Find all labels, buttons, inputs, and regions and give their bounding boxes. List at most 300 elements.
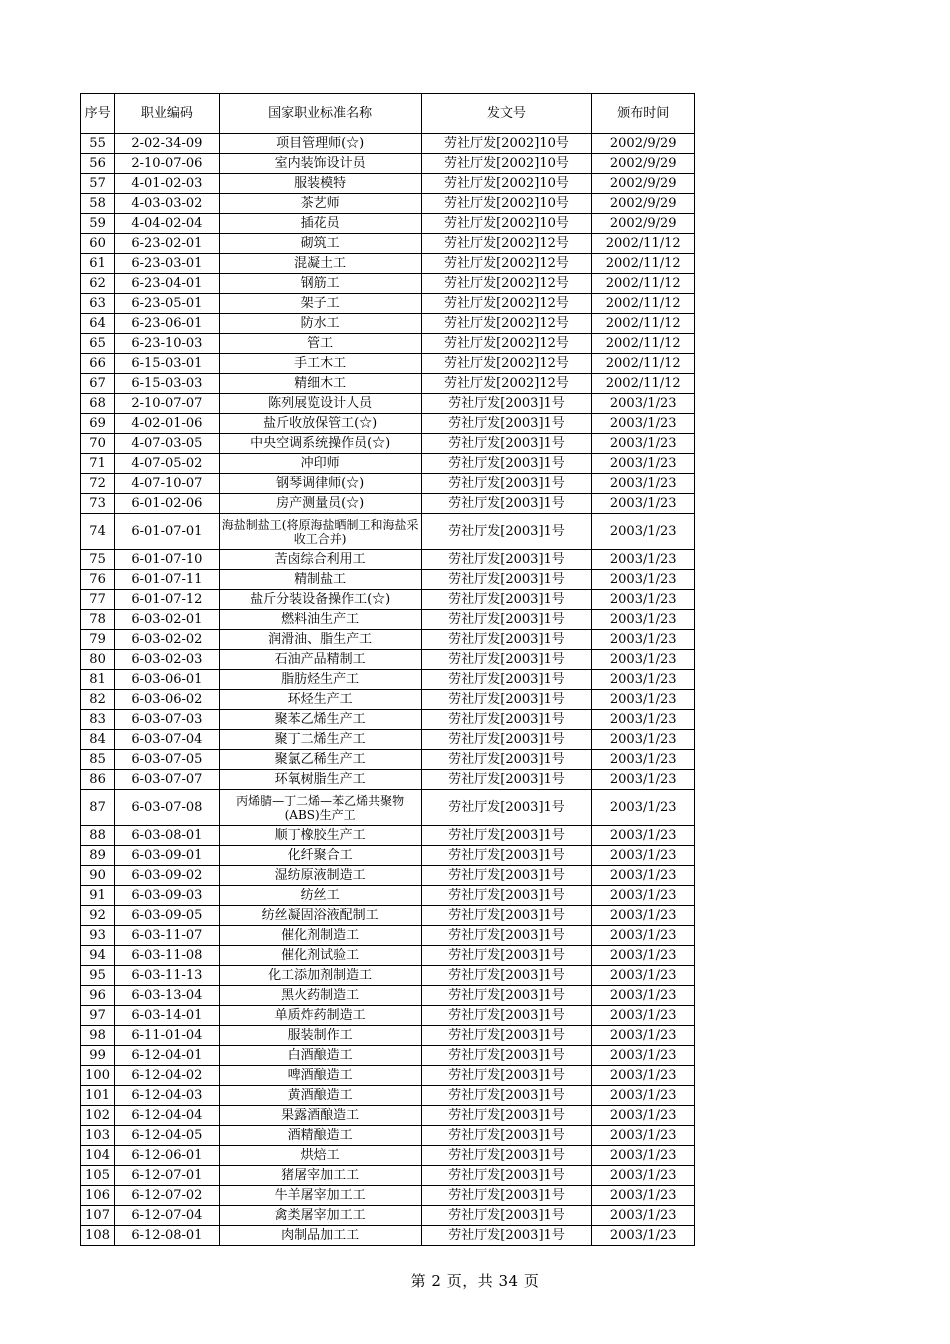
doc-number-cell: 劳社厅发[2002]12号 — [421, 274, 592, 294]
code-cell: 6-12-04-05 — [115, 1126, 220, 1146]
table-row — [81, 374, 695, 394]
seq-cell: 66 — [81, 354, 115, 374]
name-cell: 盐斤收放保管工(☆) — [219, 414, 421, 434]
header-code: 职业编码 — [115, 94, 220, 134]
name-cell: 湿纺原液制造工 — [219, 866, 421, 886]
date-cell: 2003/1/23 — [592, 826, 695, 846]
name-cell: 酒精酿造工 — [219, 1126, 421, 1146]
code-cell: 6-23-04-01 — [115, 274, 220, 294]
doc-number-cell: 劳社厅发[2003]1号 — [421, 434, 592, 454]
seq-cell: 87 — [81, 790, 115, 826]
date-cell: 2003/1/23 — [592, 610, 695, 630]
seq-cell: 102 — [81, 1106, 115, 1126]
seq-cell: 101 — [81, 1086, 115, 1106]
code-cell: 6-01-07-01 — [115, 514, 220, 550]
table-row — [81, 1026, 695, 1046]
seq-cell: 107 — [81, 1206, 115, 1226]
table-row — [81, 274, 695, 294]
seq-cell: 83 — [81, 710, 115, 730]
name-cell: 服装制作工 — [219, 1026, 421, 1046]
header-doc-number: 发文号 — [421, 94, 592, 134]
code-cell: 6-03-07-07 — [115, 770, 220, 790]
table-row — [81, 1066, 695, 1086]
seq-cell: 73 — [81, 494, 115, 514]
table-row — [81, 610, 695, 630]
code-cell: 6-12-06-01 — [115, 1146, 220, 1166]
table-row — [81, 1046, 695, 1066]
doc-number-cell: 劳社厅发[2003]1号 — [421, 826, 592, 846]
code-cell: 6-03-09-05 — [115, 906, 220, 926]
seq-cell: 76 — [81, 570, 115, 590]
table-row — [81, 1146, 695, 1166]
table-row — [81, 154, 695, 174]
date-cell: 2003/1/23 — [592, 1206, 695, 1226]
seq-cell: 70 — [81, 434, 115, 454]
code-cell: 6-03-09-03 — [115, 886, 220, 906]
date-cell: 2003/1/23 — [592, 414, 695, 434]
name-cell: 啤酒酿造工 — [219, 1066, 421, 1086]
doc-number-cell: 劳社厅发[2003]1号 — [421, 1126, 592, 1146]
table-row — [81, 494, 695, 514]
code-cell: 6-03-02-01 — [115, 610, 220, 630]
table-row — [81, 886, 695, 906]
date-cell: 2003/1/23 — [592, 790, 695, 826]
table-row — [81, 474, 695, 494]
date-cell: 2003/1/23 — [592, 550, 695, 570]
doc-number-cell: 劳社厅发[2002]12号 — [421, 354, 592, 374]
seq-cell: 104 — [81, 1146, 115, 1166]
doc-number-cell: 劳社厅发[2002]12号 — [421, 374, 592, 394]
table-row — [81, 926, 695, 946]
date-cell: 2003/1/23 — [592, 630, 695, 650]
date-cell: 2003/1/23 — [592, 730, 695, 750]
name-cell: 管工 — [219, 334, 421, 354]
name-cell: 项目管理师(☆) — [219, 134, 421, 154]
doc-number-cell: 劳社厅发[2003]1号 — [421, 886, 592, 906]
doc-number-cell: 劳社厅发[2002]12号 — [421, 334, 592, 354]
doc-number-cell: 劳社厅发[2003]1号 — [421, 690, 592, 710]
name-cell: 房产测量员(☆) — [219, 494, 421, 514]
name-cell: 盐斤分装设备操作工(☆) — [219, 590, 421, 610]
doc-number-cell: 劳社厅发[2003]1号 — [421, 1006, 592, 1026]
seq-cell: 91 — [81, 886, 115, 906]
code-cell: 6-01-07-11 — [115, 570, 220, 590]
seq-cell: 69 — [81, 414, 115, 434]
seq-cell: 80 — [81, 650, 115, 670]
code-cell: 6-03-07-04 — [115, 730, 220, 750]
name-cell: 石油产品精制工 — [219, 650, 421, 670]
name-cell: 精制盐工 — [219, 570, 421, 590]
code-cell: 2-10-07-06 — [115, 154, 220, 174]
seq-cell: 108 — [81, 1226, 115, 1246]
code-cell: 4-03-03-02 — [115, 194, 220, 214]
name-cell: 混凝土工 — [219, 254, 421, 274]
date-cell: 2003/1/23 — [592, 1146, 695, 1166]
doc-number-cell: 劳社厅发[2003]1号 — [421, 1086, 592, 1106]
name-cell: 单质炸药制造工 — [219, 1006, 421, 1026]
code-cell: 6-03-11-07 — [115, 926, 220, 946]
code-cell: 6-03-11-08 — [115, 946, 220, 966]
date-cell: 2003/1/23 — [592, 946, 695, 966]
date-cell: 2003/1/23 — [592, 394, 695, 414]
name-cell: 环氧树脂生产工 — [219, 770, 421, 790]
date-cell: 2003/1/23 — [592, 690, 695, 710]
table-row — [81, 730, 695, 750]
code-cell: 6-03-02-03 — [115, 650, 220, 670]
name-cell: 黑火药制造工 — [219, 986, 421, 1006]
doc-number-cell: 劳社厅发[2003]1号 — [421, 454, 592, 474]
code-cell: 6-03-14-01 — [115, 1006, 220, 1026]
code-cell: 6-03-07-03 — [115, 710, 220, 730]
occupation-standards-table — [80, 93, 695, 1246]
code-cell: 6-12-08-01 — [115, 1226, 220, 1246]
name-cell: 冲印师 — [219, 454, 421, 474]
date-cell: 2003/1/23 — [592, 866, 695, 886]
date-cell: 2002/9/29 — [592, 194, 695, 214]
table-row — [81, 966, 695, 986]
table-row — [81, 690, 695, 710]
table-row — [81, 1206, 695, 1226]
table-row — [81, 1006, 695, 1026]
table-row — [81, 134, 695, 154]
table-row — [81, 1126, 695, 1146]
name-cell: 聚苯乙烯生产工 — [219, 710, 421, 730]
code-cell: 6-03-13-04 — [115, 986, 220, 1006]
seq-cell: 105 — [81, 1166, 115, 1186]
code-cell: 6-12-04-01 — [115, 1046, 220, 1066]
code-cell: 6-03-06-02 — [115, 690, 220, 710]
code-cell: 6-23-06-01 — [115, 314, 220, 334]
table-row — [81, 650, 695, 670]
doc-number-cell: 劳社厅发[2003]1号 — [421, 550, 592, 570]
name-cell: 苦卤综合利用工 — [219, 550, 421, 570]
date-cell: 2003/1/23 — [592, 1046, 695, 1066]
date-cell: 2002/11/12 — [592, 274, 695, 294]
doc-number-cell: 劳社厅发[2003]1号 — [421, 730, 592, 750]
doc-number-cell: 劳社厅发[2002]12号 — [421, 254, 592, 274]
code-cell: 6-23-10-03 — [115, 334, 220, 354]
date-cell: 2003/1/23 — [592, 434, 695, 454]
seq-cell: 93 — [81, 926, 115, 946]
doc-number-cell: 劳社厅发[2003]1号 — [421, 710, 592, 730]
name-cell: 催化剂试验工 — [219, 946, 421, 966]
doc-number-cell: 劳社厅发[2002]12号 — [421, 314, 592, 334]
table-row — [81, 946, 695, 966]
code-cell: 6-12-04-02 — [115, 1066, 220, 1086]
table-row — [81, 1166, 695, 1186]
doc-number-cell: 劳社厅发[2003]1号 — [421, 1066, 592, 1086]
doc-number-cell: 劳社厅发[2002]12号 — [421, 294, 592, 314]
table-row — [81, 1106, 695, 1126]
name-cell: 海盐制盐工(将原海盐晒制工和海盐采收工合并) — [219, 514, 421, 550]
seq-cell: 95 — [81, 966, 115, 986]
doc-number-cell: 劳社厅发[2003]1号 — [421, 1046, 592, 1066]
seq-cell: 90 — [81, 866, 115, 886]
name-cell: 砌筑工 — [219, 234, 421, 254]
code-cell: 6-03-06-01 — [115, 670, 220, 690]
seq-cell: 85 — [81, 750, 115, 770]
doc-number-cell: 劳社厅发[2003]1号 — [421, 986, 592, 1006]
date-cell: 2003/1/23 — [592, 1186, 695, 1206]
table-row — [81, 334, 695, 354]
name-cell: 陈列展览设计人员 — [219, 394, 421, 414]
code-cell: 4-02-01-06 — [115, 414, 220, 434]
name-cell: 白酒酿造工 — [219, 1046, 421, 1066]
seq-cell: 74 — [81, 514, 115, 550]
doc-number-cell: 劳社厅发[2003]1号 — [421, 1166, 592, 1186]
name-cell: 钢筋工 — [219, 274, 421, 294]
doc-number-cell: 劳社厅发[2003]1号 — [421, 790, 592, 826]
code-cell: 6-12-04-03 — [115, 1086, 220, 1106]
doc-number-cell: 劳社厅发[2003]1号 — [421, 414, 592, 434]
code-cell: 6-03-09-01 — [115, 846, 220, 866]
doc-number-cell: 劳社厅发[2003]1号 — [421, 770, 592, 790]
doc-number-cell: 劳社厅发[2003]1号 — [421, 650, 592, 670]
date-cell: 2003/1/23 — [592, 886, 695, 906]
seq-cell: 97 — [81, 1006, 115, 1026]
name-cell: 猪屠宰加工工 — [219, 1166, 421, 1186]
date-cell: 2003/1/23 — [592, 1066, 695, 1086]
seq-cell: 55 — [81, 134, 115, 154]
name-cell: 服装模特 — [219, 174, 421, 194]
name-cell: 顺丁橡胶生产工 — [219, 826, 421, 846]
table-row — [81, 630, 695, 650]
doc-number-cell: 劳社厅发[2003]1号 — [421, 610, 592, 630]
name-cell: 纺丝工 — [219, 886, 421, 906]
name-cell: 手工木工 — [219, 354, 421, 374]
name-cell: 聚丁二烯生产工 — [219, 730, 421, 750]
code-cell: 6-03-07-05 — [115, 750, 220, 770]
seq-cell: 79 — [81, 630, 115, 650]
table-row — [81, 570, 695, 590]
seq-cell: 100 — [81, 1066, 115, 1086]
seq-cell: 77 — [81, 590, 115, 610]
seq-cell: 57 — [81, 174, 115, 194]
doc-number-cell: 劳社厅发[2003]1号 — [421, 570, 592, 590]
doc-number-cell: 劳社厅发[2003]1号 — [421, 1206, 592, 1226]
seq-cell: 88 — [81, 826, 115, 846]
date-cell: 2003/1/23 — [592, 966, 695, 986]
seq-cell: 82 — [81, 690, 115, 710]
name-cell: 黄酒酿造工 — [219, 1086, 421, 1106]
seq-cell: 78 — [81, 610, 115, 630]
date-cell: 2002/11/12 — [592, 334, 695, 354]
date-cell: 2002/11/12 — [592, 354, 695, 374]
date-cell: 2003/1/23 — [592, 750, 695, 770]
table-row — [81, 174, 695, 194]
seq-cell: 72 — [81, 474, 115, 494]
name-cell: 牛羊屠宰加工工 — [219, 1186, 421, 1206]
name-cell: 室内装饰设计员 — [219, 154, 421, 174]
seq-cell: 62 — [81, 274, 115, 294]
seq-cell: 86 — [81, 770, 115, 790]
name-cell: 烘焙工 — [219, 1146, 421, 1166]
table-row — [81, 1086, 695, 1106]
seq-cell: 106 — [81, 1186, 115, 1206]
table-row — [81, 590, 695, 610]
code-cell: 6-01-07-12 — [115, 590, 220, 610]
doc-number-cell: 劳社厅发[2003]1号 — [421, 966, 592, 986]
doc-number-cell: 劳社厅发[2003]1号 — [421, 1106, 592, 1126]
name-cell: 化工添加剂制造工 — [219, 966, 421, 986]
date-cell: 2003/1/23 — [592, 650, 695, 670]
name-cell: 聚氯乙稀生产工 — [219, 750, 421, 770]
name-cell: 纺丝凝固浴液配制工 — [219, 906, 421, 926]
seq-cell: 92 — [81, 906, 115, 926]
date-cell: 2003/1/23 — [592, 570, 695, 590]
doc-number-cell: 劳社厅发[2003]1号 — [421, 394, 592, 414]
table-row — [81, 906, 695, 926]
doc-number-cell: 劳社厅发[2002]10号 — [421, 194, 592, 214]
seq-cell: 71 — [81, 454, 115, 474]
name-cell: 脂肪烃生产工 — [219, 670, 421, 690]
seq-cell: 98 — [81, 1026, 115, 1046]
seq-cell: 81 — [81, 670, 115, 690]
date-cell: 2003/1/23 — [592, 590, 695, 610]
code-cell: 6-01-07-10 — [115, 550, 220, 570]
table-row — [81, 354, 695, 374]
date-cell: 2002/11/12 — [592, 254, 695, 274]
table-row — [81, 846, 695, 866]
doc-number-cell: 劳社厅发[2003]1号 — [421, 474, 592, 494]
table-row — [81, 1186, 695, 1206]
date-cell: 2003/1/23 — [592, 514, 695, 550]
seq-cell: 68 — [81, 394, 115, 414]
table-body — [81, 134, 695, 1246]
code-cell: 4-07-05-02 — [115, 454, 220, 474]
date-cell: 2002/11/12 — [592, 294, 695, 314]
name-cell: 禽类屠宰加工工 — [219, 1206, 421, 1226]
seq-cell: 64 — [81, 314, 115, 334]
table-row — [81, 454, 695, 474]
name-cell: 架子工 — [219, 294, 421, 314]
doc-number-cell: 劳社厅发[2002]10号 — [421, 174, 592, 194]
table-row — [81, 670, 695, 690]
seq-cell: 103 — [81, 1126, 115, 1146]
date-cell: 2003/1/23 — [592, 906, 695, 926]
doc-number-cell: 劳社厅发[2002]10号 — [421, 154, 592, 174]
name-cell: 插花员 — [219, 214, 421, 234]
doc-number-cell: 劳社厅发[2003]1号 — [421, 750, 592, 770]
date-cell: 2003/1/23 — [592, 1086, 695, 1106]
seq-cell: 60 — [81, 234, 115, 254]
code-cell: 6-03-08-01 — [115, 826, 220, 846]
doc-number-cell: 劳社厅发[2003]1号 — [421, 630, 592, 650]
seq-cell: 89 — [81, 846, 115, 866]
name-cell: 润滑油、脂生产工 — [219, 630, 421, 650]
date-cell: 2003/1/23 — [592, 1166, 695, 1186]
header-date: 颁布时间 — [592, 94, 695, 134]
code-cell: 6-03-07-08 — [115, 790, 220, 826]
name-cell: 精细木工 — [219, 374, 421, 394]
code-cell: 6-01-02-06 — [115, 494, 220, 514]
code-cell: 6-23-02-01 — [115, 234, 220, 254]
date-cell: 2003/1/23 — [592, 710, 695, 730]
seq-cell: 58 — [81, 194, 115, 214]
date-cell: 2002/11/12 — [592, 374, 695, 394]
code-cell: 2-10-07-07 — [115, 394, 220, 414]
table-row — [81, 710, 695, 730]
table-row — [81, 866, 695, 886]
doc-number-cell: 劳社厅发[2003]1号 — [421, 946, 592, 966]
date-cell: 2002/9/29 — [592, 174, 695, 194]
code-cell: 4-04-02-04 — [115, 214, 220, 234]
seq-cell: 96 — [81, 986, 115, 1006]
doc-number-cell: 劳社厅发[2003]1号 — [421, 514, 592, 550]
header-row — [81, 94, 695, 134]
table-row — [81, 314, 695, 334]
header-name: 国家职业标准名称 — [219, 94, 421, 134]
seq-cell: 63 — [81, 294, 115, 314]
name-cell: 化纤聚合工 — [219, 846, 421, 866]
seq-cell: 84 — [81, 730, 115, 750]
date-cell: 2003/1/23 — [592, 1126, 695, 1146]
doc-number-cell: 劳社厅发[2003]1号 — [421, 926, 592, 946]
name-cell: 肉制品加工工 — [219, 1226, 421, 1246]
date-cell: 2003/1/23 — [592, 1026, 695, 1046]
name-cell: 果露酒酿造工 — [219, 1106, 421, 1126]
doc-number-cell: 劳社厅发[2003]1号 — [421, 1226, 592, 1246]
doc-number-cell: 劳社厅发[2003]1号 — [421, 906, 592, 926]
table-row — [81, 294, 695, 314]
doc-number-cell: 劳社厅发[2003]1号 — [421, 866, 592, 886]
seq-cell: 75 — [81, 550, 115, 570]
doc-number-cell: 劳社厅发[2003]1号 — [421, 670, 592, 690]
code-cell: 6-12-07-02 — [115, 1186, 220, 1206]
code-cell: 6-12-04-04 — [115, 1106, 220, 1126]
name-cell: 催化剂制造工 — [219, 926, 421, 946]
page-footer: 第 2 页，共 34 页 — [410, 1272, 540, 1290]
date-cell: 2003/1/23 — [592, 986, 695, 1006]
seq-cell: 61 — [81, 254, 115, 274]
date-cell: 2003/1/23 — [592, 1106, 695, 1126]
code-cell: 2-02-34-09 — [115, 134, 220, 154]
date-cell: 2003/1/23 — [592, 670, 695, 690]
code-cell: 4-07-10-07 — [115, 474, 220, 494]
code-cell: 6-15-03-03 — [115, 374, 220, 394]
table-row — [81, 194, 695, 214]
date-cell: 2003/1/23 — [592, 1006, 695, 1026]
doc-number-cell: 劳社厅发[2003]1号 — [421, 1026, 592, 1046]
date-cell: 2003/1/23 — [592, 770, 695, 790]
doc-number-cell: 劳社厅发[2003]1号 — [421, 846, 592, 866]
doc-number-cell: 劳社厅发[2003]1号 — [421, 1146, 592, 1166]
table-row — [81, 550, 695, 570]
seq-cell: 94 — [81, 946, 115, 966]
table-row — [81, 254, 695, 274]
code-cell: 6-03-11-13 — [115, 966, 220, 986]
date-cell: 2002/11/12 — [592, 234, 695, 254]
table-row — [81, 790, 695, 826]
table-row — [81, 434, 695, 454]
code-cell: 6-03-02-02 — [115, 630, 220, 650]
date-cell: 2002/9/29 — [592, 154, 695, 174]
table-row — [81, 514, 695, 550]
header-seq: 序号 — [81, 94, 115, 134]
name-cell: 茶艺师 — [219, 194, 421, 214]
code-cell: 4-07-03-05 — [115, 434, 220, 454]
code-cell: 4-01-02-03 — [115, 174, 220, 194]
table-row — [81, 234, 695, 254]
table-row — [81, 394, 695, 414]
date-cell: 2003/1/23 — [592, 494, 695, 514]
code-cell: 6-15-03-01 — [115, 354, 220, 374]
name-cell: 环烃生产工 — [219, 690, 421, 710]
table-row — [81, 770, 695, 790]
doc-number-cell: 劳社厅发[2003]1号 — [421, 1186, 592, 1206]
date-cell: 2003/1/23 — [592, 454, 695, 474]
date-cell: 2002/9/29 — [592, 134, 695, 154]
